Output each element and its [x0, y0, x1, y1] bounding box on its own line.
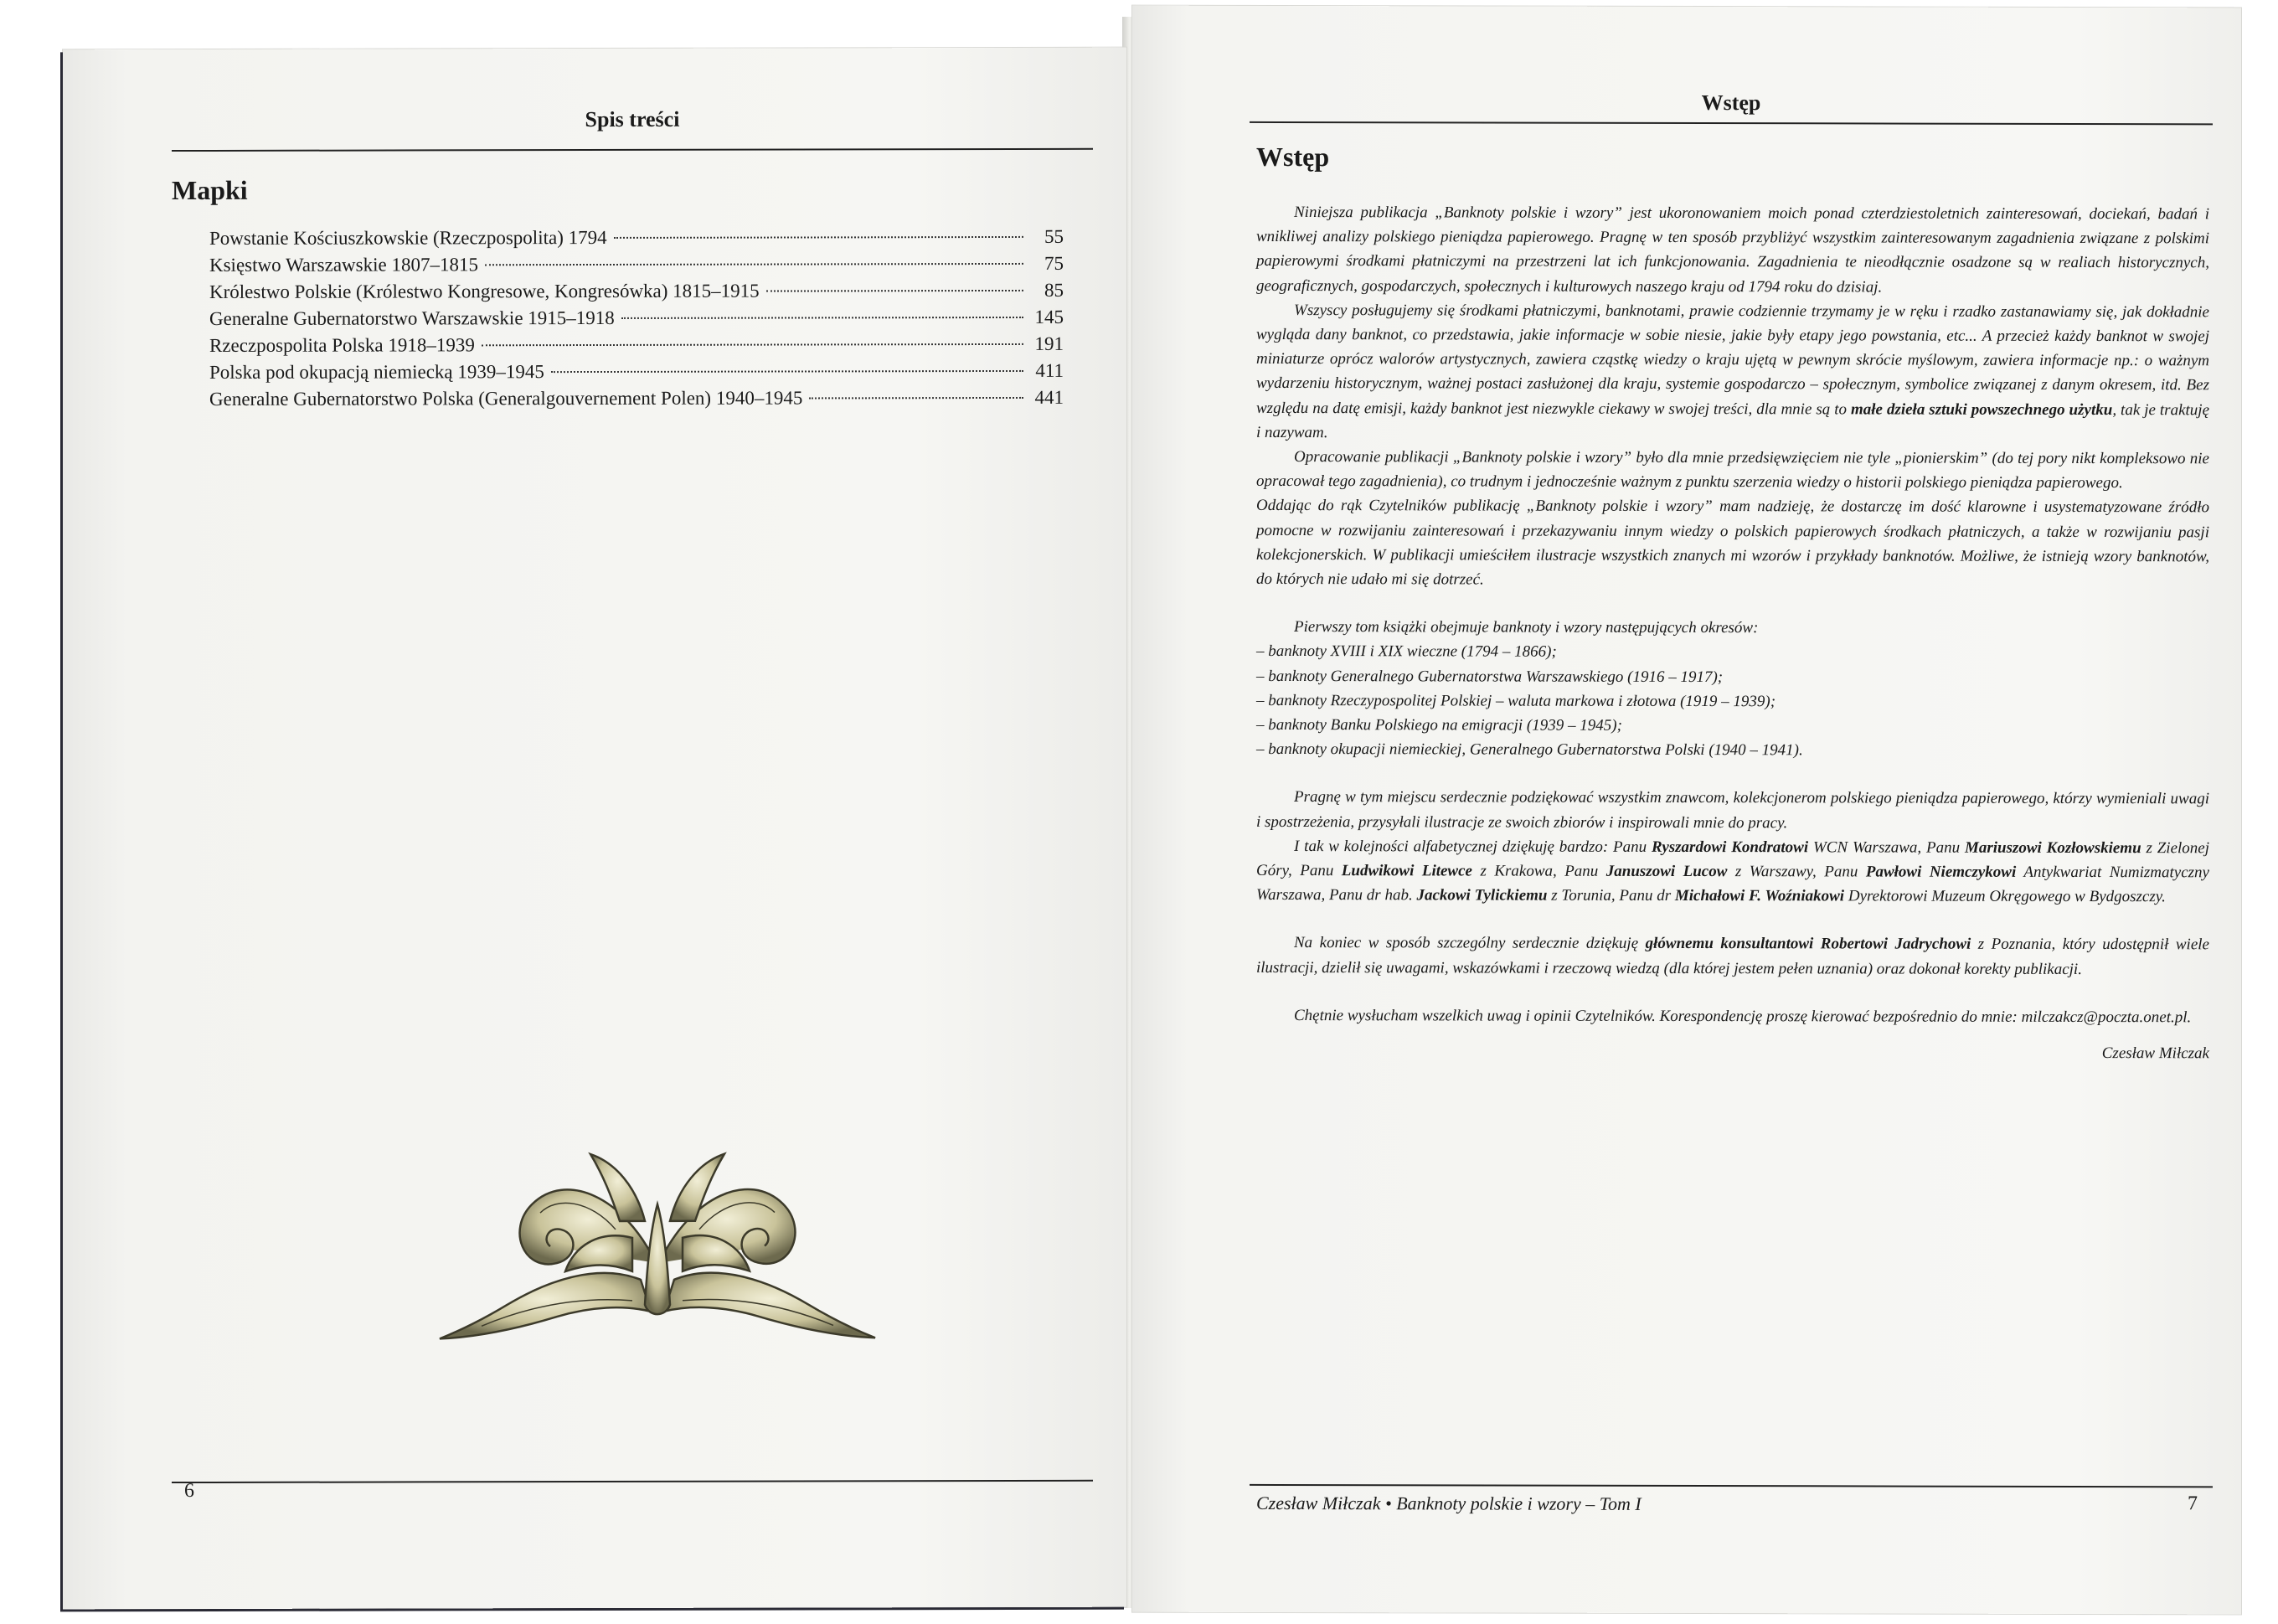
paragraph: Wszyscy posługujemy się środkami płatniczymi, banknotami, prawie codziennie trzymamy je w ręku i rzadko zastanawiamy się, jak dokładnie wygląda dany banknot, co przedstawia, jakie informacje w sobie niesie, jakie były etapy jego powstania, etc... A przecież każdy banknot w swojej miniaturze oprócz walorów artystycznych, zawiera cząstkę wiedzy o kraju ujętą w pewnym skrócie myślowym, zawiera informacje np.: o ważnym wydarzeniu historycznym, ważnej postaci zasłużonej dla kraju, systemie gospodarczo – społecznym, symbolice związanej z danym okresem, itd. Bez względu na datę emisji, każdy banknot jest niezwykle ciekawy w swojej treści, dla mnie są to małe dzieła sztuki powszechnego użytku, tak je traktuję i nazywam. [1256, 301, 2210, 441]
paragraph: Na koniec w sposób szczególny serdecznie dziękuję głównemu konsultantowi Robertowi Jadrychowi z Poznania, który udostępnił wiele ilustracji, dzielił się uwagami, wskazówkami i rzeczową wiedzą (dla której jestem pełen uznania) oraz dokonał korekty publikacji. [1256, 934, 2209, 978]
toc-entry [209, 304, 1064, 333]
section-title: Mapki [172, 174, 248, 206]
toc-entry-title: Polska pod okupacją niemiecką 1939–1945 [209, 361, 544, 383]
footer-rule [1250, 1484, 2213, 1487]
chapter-title: Wstęp [1256, 141, 1330, 173]
toc-entry-title: Królestwo Polskie (Królestwo Kongresowe, Kongresówka) 1815–1915 [209, 280, 760, 302]
toc-entry-title: Generalne Gubernatorstwo Warszawskie 1915–1918 [209, 307, 615, 329]
toc-entry-page: 411 [1035, 359, 1064, 381]
list-item: – banknoty Generalnego Gubernatorstwa Warszawskiego (1916 – 1917); [1256, 667, 1724, 686]
acanthus-ornament-icon [431, 1137, 884, 1355]
toc-entry [209, 250, 1064, 279]
chapter-body [1256, 200, 2209, 1066]
paragraph: Chętnie wysłucham wszelkich uwag i opinii Czytelników. Korespondencję proszę kierować bezpośrednio do mnie: milczakcz@poczta.onet.pl. [1294, 1006, 2192, 1027]
running-header: Wstęp [1701, 90, 1761, 116]
right-page [1132, 6, 2241, 1615]
toc-entry [209, 331, 1064, 359]
toc-entry-page: 191 [1034, 333, 1064, 354]
toc-entry-page: 145 [1034, 306, 1064, 327]
period-list [1256, 639, 2209, 763]
toc-leader [766, 290, 1023, 292]
left-page [63, 48, 1126, 1610]
footer-rule [172, 1480, 1093, 1483]
paragraph: Opracowanie publikacji „Banknoty polskie i wzory” było dla mnie przedsięwzięciem nie tyle „pionierskim” (do tej pory nikt kompleksowo nie opracował tego zagadnienia), co trudnym i jednocześnie ważnym z punktu szerzenia wiedzy o historii polskiego pieniądza papierowego. [1256, 448, 2209, 492]
list-item: – banknoty Banku Polskiego na emigracji (1939 – 1945); [1256, 715, 1622, 735]
page-number: 6 [184, 1480, 194, 1503]
toc-entry-title: Rzeczpospolita Polska 1918–1939 [209, 334, 475, 356]
page-number: 7 [2188, 1493, 2198, 1515]
paragraph: Pierwszy tom książki obejmuje banknoty i wzory następujących okresów: [1294, 618, 1759, 637]
table-of-contents [209, 224, 1064, 413]
toc-leader [614, 236, 1023, 239]
header-rule [1250, 121, 2213, 125]
toc-entry [209, 224, 1064, 252]
emphasis: małe dzieła sztuki powszechnego użytku [1850, 400, 2113, 419]
list-item: – banknoty okupacji niemieckiej, Generalnego Gubernatorstwa Polski (1940 – 1941). [1256, 740, 1803, 760]
toc-leader [551, 370, 1023, 373]
toc-entry-page: 441 [1034, 386, 1064, 408]
toc-entry-page: 75 [1044, 252, 1064, 274]
toc-entry [209, 384, 1064, 413]
toc-entry-page: 85 [1044, 279, 1064, 301]
paragraph: I tak w kolejności alfabetycznej dziękuję bardzo: Panu Ryszardowi Kondratowi WCN Warszawa, Panu Mariuszowi Kozłowskiemu z Zielonej Góry, Panu Ludwikowi Litewce z Krakowa, Panu Januszowi Lucow z Warszawy, Panu Pawłowi Niemczykowi Antykwariat Numizmatyczny Warszawa, Panu dr hab. Jackowi Tylickiemu z Torunia, Panu dr Michałowi F. Woźniakowi Dyrektorowi Muzeum Okręgowego w Bydgoszczy. [1256, 837, 2209, 906]
toc-entry-page: 55 [1044, 225, 1064, 247]
toc-leader [809, 397, 1023, 400]
toc-entry-title: Księstwo Warszawskie 1807–1815 [209, 254, 478, 276]
toc-leader [621, 317, 1023, 319]
paragraph: Pragnę w tym miejscu serdecznie podziękować wszystkim znawcom, kolekcjonerom polskiego pieniądza papierowego, którzy wymieniali uwagi i spostrzeżenia, przysyłali ilustracje ze swoich zbiorów i inspirowali mnie do pracy. [1256, 788, 2209, 832]
paragraph: Oddając do rąk Czytelników publikację „Banknoty polskie i wzory” mam nadzieję, że dostarczę im dość klarowne i usystematyzowane źródło pomocne w rozwijaniu zainteresowań i przekazywaniu innym wiedzy o polskich papierowych środkach płatniczych, a także w rozwijaniu pasji kolekcjonerskich. W publikacji umieściłem ilustracje wszystkich znanych mi wzorów i przykłady banknotów. Możliwe, że istnieją wzory banknotów, do których nie udało mi się dotrzeć. [1256, 497, 2209, 589]
toc-entry-title: Powstanie Kościuszkowskie (Rzeczpospolita) 1794 [209, 226, 607, 249]
toc-leader [482, 343, 1023, 346]
toc-entry [209, 358, 1064, 386]
list-item: – banknoty XVIII i XIX wieczne (1794 – 1866); [1256, 642, 1557, 662]
toc-entry [209, 277, 1064, 306]
emphasis: głównemu konsultantowi Robertowi Jadrychowi [1645, 935, 1971, 954]
toc-entry-title: Generalne Gubernatorstwo Polska (Generalgouvernement Polen) 1940–1945 [209, 387, 803, 410]
author-signature: Czesław Miłczak [2101, 1044, 2209, 1063]
toc-leader [485, 263, 1023, 266]
running-header: Spis treści [585, 106, 680, 132]
paragraph: Niniejsza publikacja „Banknoty polskie i wzory” jest ukoronowaniem moich ponad czterdziestoletnich zainteresowań, dociekań, badań i wnikliwej analizy polskiego pieniądza papierowego. Pragnę w ten sposób przybliżyć wszystkim zainteresowanym zagadnienia związane z polskimi papierowymi środkami płatniczymi na przestrzeni lat ich funkcjonowania. Zagadnienia te nieodłącznie osadzone są w realiach historycznych, geograficznych, gospodarczych, społecznych i kulturowych naszego kraju od 1794 roku do dzisiaj. [1256, 204, 2209, 296]
header-rule [172, 148, 1093, 152]
list-item: – banknoty Rzeczypospolitej Polskiej – waluta markowa i złotowa (1919 – 1939); [1256, 691, 1776, 711]
running-footer: Czesław Miłczak • Banknoty polskie i wzory – Tom I [1256, 1492, 1642, 1514]
